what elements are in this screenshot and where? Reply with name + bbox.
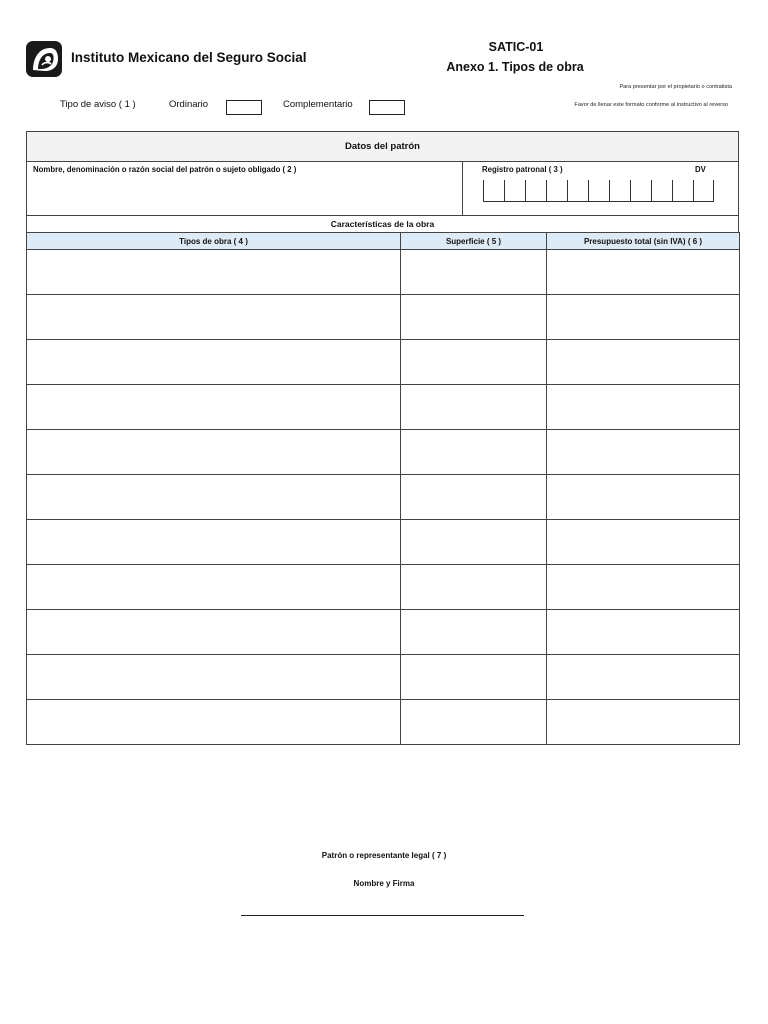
surface-cell[interactable] [401, 430, 547, 475]
institution-name: Instituto Mexicano del Seguro Social [71, 50, 307, 65]
column-header-surface: Superficie ( 5 ) [401, 233, 547, 250]
employer-name-label: Nombre, denominación o razón social del patrón o sujeto obligado ( 2 ) [33, 165, 297, 174]
budget-cell[interactable] [547, 250, 740, 295]
registro-digit-cell[interactable] [525, 180, 546, 202]
budget-cell[interactable] [547, 610, 740, 655]
name-and-signature-label: Nombre y Firma [353, 879, 415, 888]
table-row [27, 565, 740, 610]
employer-section-title: Datos del patrón [27, 132, 738, 162]
work-type-cell[interactable] [27, 565, 401, 610]
registro-digit-cell[interactable] [693, 180, 714, 202]
table-row [27, 250, 740, 295]
surface-cell[interactable] [401, 655, 547, 700]
dv-label: DV [695, 165, 706, 174]
budget-cell[interactable] [547, 430, 740, 475]
budget-cell[interactable] [547, 295, 740, 340]
employer-divider [462, 162, 463, 216]
budget-cell[interactable] [547, 565, 740, 610]
work-type-cell[interactable] [27, 295, 401, 340]
registro-digit-cell[interactable] [630, 180, 651, 202]
signatory-role-label: Patrón o representante legal ( 7 ) [321, 851, 447, 860]
registro-digit-cell[interactable] [504, 180, 525, 202]
instructions-note: Favor de llenar este formato conforme al instructivo al reverso [574, 102, 728, 108]
registro-digit-cell[interactable] [588, 180, 609, 202]
work-type-cell[interactable] [27, 610, 401, 655]
work-type-cell[interactable] [27, 385, 401, 430]
surface-cell[interactable] [401, 520, 547, 565]
table-row [27, 475, 740, 520]
employer-name-field[interactable] [30, 178, 458, 212]
ordinario-label: Ordinario [169, 99, 209, 110]
presenter-note: Para presentar por el propietario o contratista [619, 84, 732, 90]
table-row [27, 340, 740, 385]
surface-cell[interactable] [401, 295, 547, 340]
surface-cell[interactable] [401, 475, 547, 520]
table-row [27, 295, 740, 340]
registro-digit-cell[interactable] [483, 180, 504, 202]
table-row [27, 610, 740, 655]
imss-logo-icon [25, 40, 63, 78]
surface-cell[interactable] [401, 385, 547, 430]
budget-cell[interactable] [547, 385, 740, 430]
registro-digit-cell[interactable] [609, 180, 630, 202]
signature-line[interactable] [241, 915, 524, 916]
table-row [27, 655, 740, 700]
table-row [27, 430, 740, 475]
works-section-title: Características de la obra [26, 216, 739, 233]
registro-digit-cell[interactable] [546, 180, 567, 202]
table-row [27, 385, 740, 430]
complementario-checkbox[interactable] [369, 100, 405, 115]
registro-patronal-input[interactable] [483, 180, 714, 202]
aviso-type-label: Tipo de aviso ( 1 ) [60, 99, 136, 110]
surface-cell[interactable] [401, 700, 547, 745]
registro-digit-cell[interactable] [651, 180, 672, 202]
work-type-cell[interactable] [27, 700, 401, 745]
work-type-cell[interactable] [27, 250, 401, 295]
column-header-budget: Presupuesto total (sin IVA) ( 6 ) [547, 233, 740, 250]
works-table [26, 232, 740, 745]
budget-cell[interactable] [547, 700, 740, 745]
surface-cell[interactable] [401, 610, 547, 655]
complementario-label: Complementario [283, 99, 353, 110]
work-type-cell[interactable] [27, 520, 401, 565]
ordinario-checkbox[interactable] [226, 100, 262, 115]
budget-cell[interactable] [547, 655, 740, 700]
surface-cell[interactable] [401, 340, 547, 385]
form-code: SATIC-01 [488, 40, 544, 54]
works-table-header [27, 233, 740, 250]
work-type-cell[interactable] [27, 430, 401, 475]
registro-digit-cell[interactable] [672, 180, 693, 202]
budget-cell[interactable] [547, 475, 740, 520]
registro-digit-cell[interactable] [567, 180, 588, 202]
table-row [27, 700, 740, 745]
budget-cell[interactable] [547, 520, 740, 565]
work-type-cell[interactable] [27, 475, 401, 520]
work-type-cell[interactable] [27, 655, 401, 700]
registro-patronal-label: Registro patronal ( 3 ) [482, 165, 563, 174]
surface-cell[interactable] [401, 250, 547, 295]
work-type-cell[interactable] [27, 340, 401, 385]
column-header-work-type: Tipos de obra ( 4 ) [27, 233, 401, 250]
budget-cell[interactable] [547, 340, 740, 385]
surface-cell[interactable] [401, 565, 547, 610]
form-title: Anexo 1. Tipos de obra [446, 60, 584, 74]
table-row [27, 520, 740, 565]
